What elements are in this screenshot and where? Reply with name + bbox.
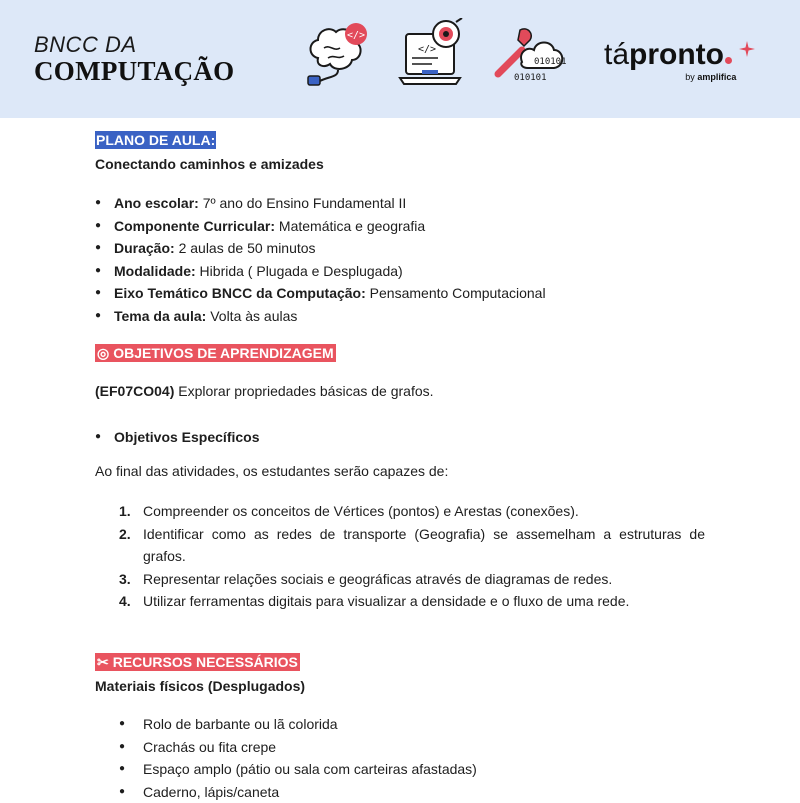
objective-code: (EF07CO04) — [95, 383, 175, 399]
list-item: 3. Representar relações sociais e geográficas através de diagramas de redes. — [119, 570, 613, 587]
materials-list — [95, 713, 705, 803]
ta-pronto-logo — [604, 40, 756, 82]
list-item: ● Caderno, lápis/caneta — [95, 781, 705, 803]
plan-label: PLANO DE AULA: — [96, 132, 216, 148]
target-icon: ◎ — [97, 345, 110, 361]
list-item: 4. Utilizar ferramentas digitais para visualizar a densidade e o fluxo de uma rede. — [119, 593, 630, 610]
logo-prefix: tá — [604, 38, 630, 71]
logo-sub-by: by — [685, 72, 695, 82]
objective-code-line — [95, 383, 705, 399]
list-item: ● Componente Curricular: Matemática e geografia — [95, 215, 705, 238]
sparkle-icon — [738, 40, 756, 58]
list-item: ● Modalidade: Hibrida ( Plugada e Desplugada) — [95, 260, 705, 283]
logo-main: pronto — [629, 38, 724, 71]
specific-objectives-label: ● Objetivos Específicos — [95, 426, 705, 449]
resources-subheading: Materiais físicos (Desplugados) — [95, 678, 306, 694]
laptop-eye-icon — [398, 18, 470, 90]
list-item: ● Espaço amplo (pátio ou sala com carteiras afastadas) — [95, 758, 705, 781]
list-item: ● Tema da aula: Volta às aulas — [95, 305, 705, 328]
objectives-list — [95, 500, 705, 613]
wrench-cloud-binary-icon — [492, 22, 568, 88]
binary-line-2: 010101 — [514, 73, 547, 83]
objectives-intro: Ao final das atividades, os estudantes serão capazes de: — [95, 463, 449, 479]
logo-dot — [725, 57, 732, 64]
code-tag: </> — [346, 30, 366, 41]
list-item: ● Ano escolar: 7º ano do Ensino Fundamental II — [95, 192, 705, 215]
list-item: 2. Identificar como as redes de transporte (Geografia) se assemelham a estruturas de grafos. — [119, 525, 705, 565]
list-item: 1. Compreender os conceitos de Vértices (pontos) e Arestas (conexões). — [119, 503, 579, 519]
objectives-heading: ◎ OBJETIVOS DE APRENDIZAGEM — [97, 345, 334, 361]
list-item: ● Eixo Temático BNCC da Computação: Pensamento Computacional — [95, 282, 705, 305]
resources-heading: ✂ RECURSOS NECESSÁRIOS — [97, 654, 298, 670]
tools-icon: ✂ — [97, 654, 109, 670]
info-list — [95, 192, 705, 328]
logo-sub-brand: amplifica — [697, 72, 737, 82]
brain-code-icon — [304, 18, 376, 90]
objective-code-text: Explorar propriedades básicas de grafos. — [174, 383, 434, 399]
bncc-logo — [34, 34, 234, 86]
brand-bottom: COMPUTAÇÃO — [34, 56, 235, 86]
brand-top: BNCC DA — [34, 32, 137, 57]
list-item: ● Duração: 2 aulas de 50 minutos — [95, 237, 705, 260]
laptop-code-tag: </> — [418, 44, 437, 55]
list-item: ● Rolo de barbante ou lã colorida — [95, 713, 705, 736]
list-item: ● Crachás ou fita crepe — [95, 736, 705, 759]
header — [0, 0, 800, 118]
plan-title: Conectando caminhos e amizades — [95, 156, 324, 172]
binary-line-1: 010101 — [534, 57, 567, 67]
